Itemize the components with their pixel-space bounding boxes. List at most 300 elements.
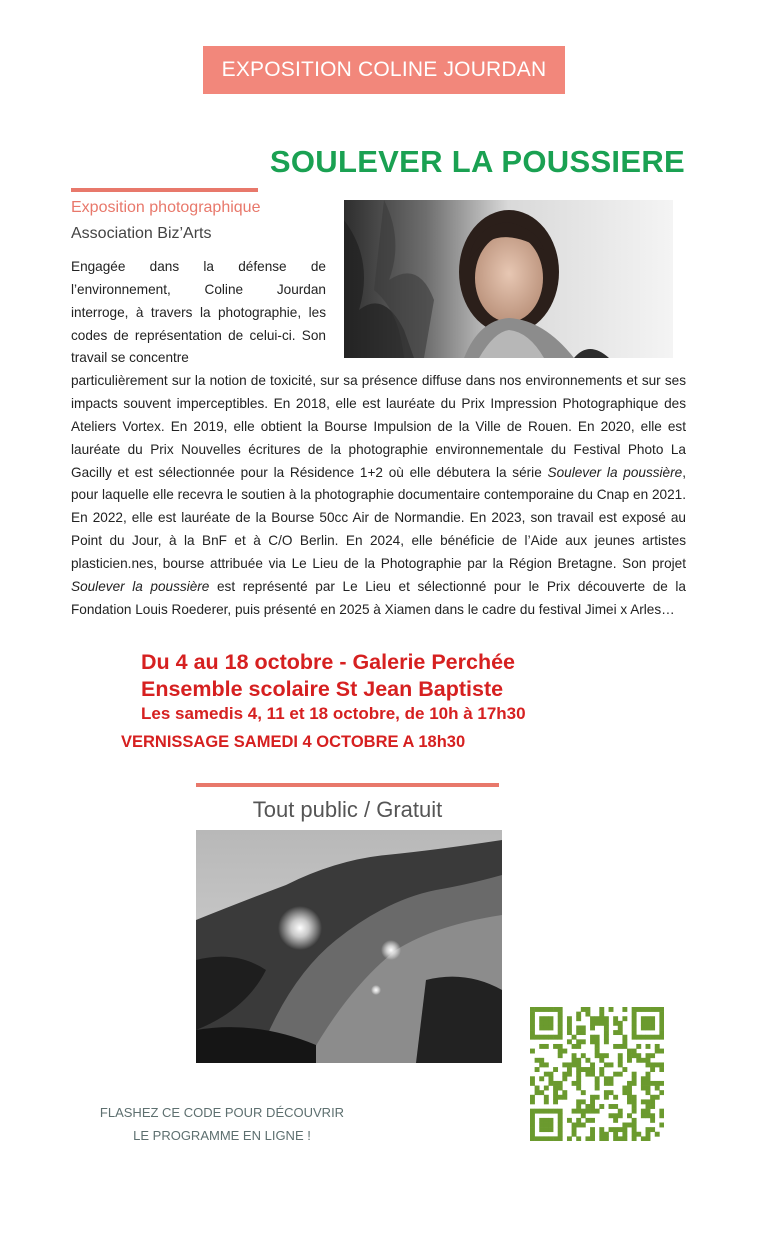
- qr-module: [613, 1113, 618, 1118]
- qr-module: [632, 1076, 637, 1081]
- qr-instruction: [72, 1101, 372, 1147]
- qr-module: [650, 1067, 655, 1072]
- qr-module: [581, 1053, 586, 1058]
- qr-module: [544, 1086, 549, 1091]
- qr-module: [539, 1007, 544, 1012]
- qr-module: [535, 1035, 540, 1040]
- qr-module: [613, 1072, 618, 1077]
- qr-module: [646, 1053, 651, 1058]
- qr-module: [618, 1053, 623, 1058]
- biography-part3: est représenté par Le Lieu et sélectionné pour le Prix découverte de la Fondation Louis Roederer, puis présenté en 2025 à Xiamen dans le cadre du festival Jimei x Arles…: [71, 578, 686, 617]
- qr-module: [618, 1058, 623, 1063]
- qr-module: [636, 1053, 641, 1058]
- qr-module: [618, 1136, 623, 1141]
- qr-module: [581, 1030, 586, 1035]
- exhibition-type: Exposition photographique: [71, 199, 261, 216]
- qr-module: [567, 1025, 572, 1030]
- qr-module: [622, 1123, 627, 1128]
- qr-module: [655, 1007, 660, 1012]
- qr-module: [636, 1007, 641, 1012]
- qr-module: [604, 1095, 609, 1100]
- qr-module: [572, 1132, 577, 1137]
- qr-module: [558, 1025, 563, 1030]
- qr-module: [539, 1076, 544, 1081]
- qr-module: [599, 1127, 604, 1132]
- qr-module: [595, 1095, 600, 1100]
- qr-module: [641, 1025, 646, 1030]
- qr-module: [613, 1030, 618, 1035]
- qr-module: [609, 1104, 614, 1109]
- qr-module: [585, 1118, 590, 1123]
- qr-module: [632, 1123, 637, 1128]
- qr-module: [567, 1021, 572, 1026]
- qr-module: [632, 1053, 637, 1058]
- qr-module: [632, 1035, 637, 1040]
- qr-module: [627, 1099, 632, 1104]
- qr-module: [618, 1030, 623, 1035]
- qr-module: [650, 1007, 655, 1012]
- qr-module: [655, 1132, 660, 1137]
- qr-module: [590, 1016, 595, 1021]
- qr-module: [604, 1025, 609, 1030]
- qr-module: [622, 1090, 627, 1095]
- qr-module: [627, 1090, 632, 1095]
- qr-module: [646, 1072, 651, 1077]
- qr-module: [618, 1072, 623, 1077]
- qr-module: [558, 1012, 563, 1017]
- qr-module: [632, 1104, 637, 1109]
- qr-module: [544, 1016, 549, 1021]
- qr-module: [650, 1113, 655, 1118]
- qr-module: [576, 1086, 581, 1091]
- qr-module: [558, 1095, 563, 1100]
- qr-module: [576, 1067, 581, 1072]
- qr-module: [530, 1035, 535, 1040]
- qr-module: [558, 1035, 563, 1040]
- qr-module: [567, 1030, 572, 1035]
- qr-module: [539, 1035, 544, 1040]
- qr-module: [590, 1099, 595, 1104]
- qr-module: [558, 1109, 563, 1114]
- qr-module: [646, 1104, 651, 1109]
- qr-module: [544, 1025, 549, 1030]
- qr-module: [613, 1136, 618, 1141]
- qr-module: [544, 1044, 549, 1049]
- qr-module: [632, 1136, 637, 1141]
- qr-module: [650, 1104, 655, 1109]
- qr-module: [548, 1016, 553, 1021]
- qr-module: [530, 1012, 535, 1017]
- qr-module: [655, 1035, 660, 1040]
- qr-module: [576, 1076, 581, 1081]
- qr-module: [530, 1025, 535, 1030]
- qr-module: [609, 1007, 614, 1012]
- qr-module: [544, 1072, 549, 1077]
- qr-module: [530, 1081, 535, 1086]
- series-title-1: Soulever la poussière: [547, 464, 683, 480]
- qr-module: [595, 1021, 600, 1026]
- qr-module: [622, 1035, 627, 1040]
- qr-module: [613, 1127, 618, 1132]
- qr-module: [622, 1067, 627, 1072]
- qr-module: [659, 1035, 664, 1040]
- qr-module: [530, 1109, 535, 1114]
- qr-module: [576, 1109, 581, 1114]
- qr-module: [530, 1007, 535, 1012]
- qr-module: [558, 1030, 563, 1035]
- qr-module: [604, 1039, 609, 1044]
- qr-module: [558, 1049, 563, 1054]
- qr-module: [604, 1136, 609, 1141]
- biography-part2: , pour laquelle elle recevra le soutien à la photographie documentaire contemporaine du Cnap en 2021. En 2022, elle est lauréate de la Bourse 50cc Air de Normandie. En 2023, son travail est exposé au Point du Jour, à la BnF et à C/O Berlin. En 2024, elle bénéficie de l’Aide aux jeunes artistes plasticien.nes, bourse attribuée via Le Lieu de la Photographie par la Région Bretagne. Son projet: [71, 464, 686, 571]
- qr-module: [641, 1035, 646, 1040]
- qr-module: [535, 1058, 540, 1063]
- qr-module: [530, 1095, 535, 1100]
- qr-module: [539, 1016, 544, 1021]
- qr-module: [572, 1062, 577, 1067]
- qr-module: [562, 1090, 567, 1095]
- page-title: SOULEVER LA POUSSIERE: [269, 144, 685, 179]
- qr-module: [604, 1016, 609, 1021]
- qr-module: [659, 1090, 664, 1095]
- qr-module: [539, 1127, 544, 1132]
- qr-module: [604, 1021, 609, 1026]
- qr-instruction-line2: LE PROGRAMME EN LIGNE !: [133, 1128, 311, 1143]
- qr-module: [599, 1053, 604, 1058]
- qr-module: [544, 1035, 549, 1040]
- qr-module: [641, 1058, 646, 1063]
- qr-module: [530, 1016, 535, 1021]
- qr-module: [576, 1104, 581, 1109]
- qr-module: [599, 1007, 604, 1012]
- qr-module: [632, 1132, 637, 1137]
- qr-module: [632, 1109, 637, 1114]
- qr-module: [567, 1016, 572, 1021]
- qr-module: [636, 1132, 641, 1137]
- qr-module: [539, 1062, 544, 1067]
- qr-module: [627, 1058, 632, 1063]
- qr-module: [548, 1035, 553, 1040]
- qr-module: [659, 1113, 664, 1118]
- qr-module: [585, 1072, 590, 1077]
- qr-module: [659, 1007, 664, 1012]
- qr-module: [590, 1025, 595, 1030]
- qr-module: [622, 1044, 627, 1049]
- qr-module: [646, 1021, 651, 1026]
- qr-module: [585, 1067, 590, 1072]
- qr-module: [539, 1118, 544, 1123]
- audience-info: Tout public / Gratuit: [252, 797, 443, 822]
- qr-module: [627, 1053, 632, 1058]
- qr-module: [632, 1127, 637, 1132]
- qr-module: [604, 1062, 609, 1067]
- qr-module: [632, 1081, 637, 1086]
- qr-module: [539, 1136, 544, 1141]
- qr-module: [558, 1021, 563, 1026]
- qr-module: [576, 1016, 581, 1021]
- qr-module: [581, 1025, 586, 1030]
- qr-module: [576, 1058, 581, 1063]
- qr-module: [636, 1035, 641, 1040]
- qr-module: [553, 1035, 558, 1040]
- qr-module: [576, 1081, 581, 1086]
- qr-module: [576, 1136, 581, 1141]
- qr-module: [604, 1132, 609, 1137]
- qr-module: [539, 1123, 544, 1128]
- qr-module: [604, 1030, 609, 1035]
- qr-module: [576, 1044, 581, 1049]
- qr-module: [604, 1053, 609, 1058]
- qr-module: [622, 1039, 627, 1044]
- qr-module: [553, 1007, 558, 1012]
- qr-module: [535, 1109, 540, 1114]
- qr-module: [641, 1113, 646, 1118]
- qr-module: [544, 1007, 549, 1012]
- qr-module: [599, 1012, 604, 1017]
- qr-module: [659, 1030, 664, 1035]
- qr-module: [535, 1136, 540, 1141]
- qr-module: [632, 1012, 637, 1017]
- qr-module: [650, 1035, 655, 1040]
- qr-code[interactable]: [530, 1007, 664, 1141]
- qr-module: [618, 1021, 623, 1026]
- qr-module: [548, 1007, 553, 1012]
- qr-module: [636, 1044, 641, 1049]
- qr-module: [530, 1099, 535, 1104]
- event-hours: Les samedis 4, 11 et 18 octobre, de 10h à 17h30: [141, 704, 526, 723]
- qr-module: [659, 1016, 664, 1021]
- qr-module: [622, 1007, 627, 1012]
- qr-module: [646, 1007, 651, 1012]
- qr-module: [530, 1021, 535, 1026]
- qr-module: [539, 1025, 544, 1030]
- qr-module: [553, 1044, 558, 1049]
- qr-module: [548, 1118, 553, 1123]
- qr-module: [659, 1012, 664, 1017]
- qr-module: [590, 1136, 595, 1141]
- qr-module: [622, 1016, 627, 1021]
- qr-module: [576, 1012, 581, 1017]
- qr-module: [655, 1044, 660, 1049]
- qr-module: [641, 1086, 646, 1091]
- qr-module: [646, 1090, 651, 1095]
- qr-module: [632, 1030, 637, 1035]
- qr-module: [576, 1062, 581, 1067]
- qr-module: [595, 1049, 600, 1054]
- qr-module: [572, 1044, 577, 1049]
- qr-module: [627, 1049, 632, 1054]
- qr-module: [632, 1049, 637, 1054]
- qr-module: [595, 1081, 600, 1086]
- qr-module: [627, 1086, 632, 1091]
- qr-module: [581, 1099, 586, 1104]
- qr-module: [613, 1095, 618, 1100]
- qr-module: [599, 1016, 604, 1021]
- qr-module: [613, 1021, 618, 1026]
- qr-module: [632, 1099, 637, 1104]
- qr-module: [646, 1016, 651, 1021]
- qr-module: [558, 1123, 563, 1128]
- qr-module: [613, 1132, 618, 1137]
- qr-module: [553, 1067, 558, 1072]
- qr-module: [599, 1132, 604, 1137]
- qr-module: [585, 1012, 590, 1017]
- qr-module: [595, 1039, 600, 1044]
- qr-module: [558, 1132, 563, 1137]
- qr-module: [535, 1086, 540, 1091]
- qr-module: [539, 1109, 544, 1114]
- qr-module: [585, 1136, 590, 1141]
- qr-module: [659, 1123, 664, 1128]
- qr-module: [599, 1072, 604, 1077]
- qr-module: [655, 1062, 660, 1067]
- qr-module: [590, 1067, 595, 1072]
- qr-module: [590, 1095, 595, 1100]
- qr-module: [646, 1076, 651, 1081]
- qr-module: [576, 1025, 581, 1030]
- qr-module: [659, 1067, 664, 1072]
- qr-module: [646, 1044, 651, 1049]
- qr-module: [595, 1076, 600, 1081]
- qr-module: [553, 1109, 558, 1114]
- qr-module: [548, 1072, 553, 1077]
- qr-module: [585, 1007, 590, 1012]
- qr-module: [650, 1016, 655, 1021]
- qr-module: [659, 1109, 664, 1114]
- qr-module: [613, 1044, 618, 1049]
- qr-module: [599, 1104, 604, 1109]
- event-dates: Du 4 au 18 octobre - Galerie Perchée: [141, 650, 516, 674]
- qr-module: [544, 1109, 549, 1114]
- qr-module: [604, 1076, 609, 1081]
- qr-module: [558, 1053, 563, 1058]
- qr-module: [530, 1076, 535, 1081]
- qr-module: [581, 1090, 586, 1095]
- biography-part1: particulièrement sur la notion de toxicité, sur sa présence diffuse dans nos environnements et sur ses impacts souvent imperceptibles. En 2018, elle est lauréate du Prix Impression Photographique des Ateliers Vortex. En 2019, elle obtient la Bourse Impulsion de la Ville de Rouen. En 2020, elle est lauréate du Prix Nouvelles écritures de la photographie environnementale du Festival Photo La Gacilly et est sélectionnée pour la Résidence 1+2 où elle débutera la série: [71, 373, 686, 480]
- qr-module: [544, 1021, 549, 1026]
- qr-module: [650, 1118, 655, 1123]
- qr-module: [627, 1123, 632, 1128]
- qr-module: [539, 1058, 544, 1063]
- qr-module: [650, 1025, 655, 1030]
- qr-module: [581, 1109, 586, 1114]
- qr-module: [544, 1118, 549, 1123]
- qr-module: [613, 1016, 618, 1021]
- qr-module: [585, 1104, 590, 1109]
- qr-module: [576, 1030, 581, 1035]
- qr-module: [599, 1021, 604, 1026]
- qr-module: [609, 1090, 614, 1095]
- qr-module: [548, 1021, 553, 1026]
- qr-module: [590, 1132, 595, 1137]
- qr-module: [544, 1127, 549, 1132]
- qr-module: [599, 1067, 604, 1072]
- series-title-2: Soulever la poussière: [71, 578, 210, 594]
- qr-module: [535, 1007, 540, 1012]
- qr-module: [650, 1053, 655, 1058]
- qr-module: [576, 1123, 581, 1128]
- qr-module: [530, 1136, 535, 1141]
- qr-module: [544, 1095, 549, 1100]
- qr-module: [590, 1118, 595, 1123]
- qr-module: [590, 1072, 595, 1077]
- qr-module: [595, 1035, 600, 1040]
- qr-module: [659, 1025, 664, 1030]
- qr-module: [595, 1086, 600, 1091]
- qr-module: [609, 1081, 614, 1086]
- qr-instruction-line1: FLASHEZ CE CODE POUR DÉCOUVRIR: [99, 1105, 345, 1120]
- qr-module: [562, 1095, 567, 1100]
- qr-module: [622, 1086, 627, 1091]
- qr-module: [581, 1039, 586, 1044]
- qr-module: [627, 1113, 632, 1118]
- qr-module: [632, 1016, 637, 1021]
- qr-module: [632, 1025, 637, 1030]
- qr-module: [562, 1072, 567, 1077]
- qr-module: [618, 1044, 623, 1049]
- qr-module: [646, 1086, 651, 1091]
- qr-module: [567, 1067, 572, 1072]
- divider-top: [71, 188, 258, 192]
- qr-module: [632, 1118, 637, 1123]
- qr-module: [548, 1123, 553, 1128]
- qr-module: [558, 1016, 563, 1021]
- qr-module: [590, 1021, 595, 1026]
- qr-module: [572, 1081, 577, 1086]
- qr-module: [655, 1081, 660, 1086]
- qr-module: [572, 1109, 577, 1114]
- qr-module: [641, 1016, 646, 1021]
- qr-module: [604, 1090, 609, 1095]
- qr-module: [641, 1109, 646, 1114]
- qr-module: [530, 1113, 535, 1118]
- qr-module: [641, 1136, 646, 1141]
- biography-intro: Engagée dans la défense de l’environnement, Coline Jourdan interroge, à travers la photographie, les codes de représentation de celui-ci. Son travail se concentre: [71, 259, 326, 366]
- qr-module: [613, 1118, 618, 1123]
- qr-module: [618, 1113, 623, 1118]
- qr-module: [558, 1118, 563, 1123]
- qr-module: [632, 1072, 637, 1077]
- qr-module: [646, 1113, 651, 1118]
- qr-module: [641, 1021, 646, 1026]
- qr-module: [646, 1058, 651, 1063]
- qr-module: [599, 1058, 604, 1063]
- qr-module: [627, 1081, 632, 1086]
- qr-module: [646, 1099, 651, 1104]
- qr-module: [562, 1049, 567, 1054]
- qr-module: [646, 1127, 651, 1132]
- qr-module: [530, 1030, 535, 1035]
- qr-module: [572, 1035, 577, 1040]
- qr-module: [590, 1109, 595, 1114]
- qr-module: [622, 1132, 627, 1137]
- qr-module: [535, 1090, 540, 1095]
- qr-module: [567, 1136, 572, 1141]
- landscape-photo: [196, 830, 502, 1063]
- qr-module: [548, 1109, 553, 1114]
- qr-module: [581, 1113, 586, 1118]
- artist-biography: [71, 256, 686, 622]
- qr-module: [581, 1123, 586, 1128]
- qr-module: [659, 1049, 664, 1054]
- qr-module: [567, 1118, 572, 1123]
- qr-module: [581, 1067, 586, 1072]
- qr-module: [609, 1076, 614, 1081]
- qr-module: [604, 1081, 609, 1086]
- qr-module: [553, 1136, 558, 1141]
- qr-module: [595, 1044, 600, 1049]
- divider-middle: [196, 783, 499, 787]
